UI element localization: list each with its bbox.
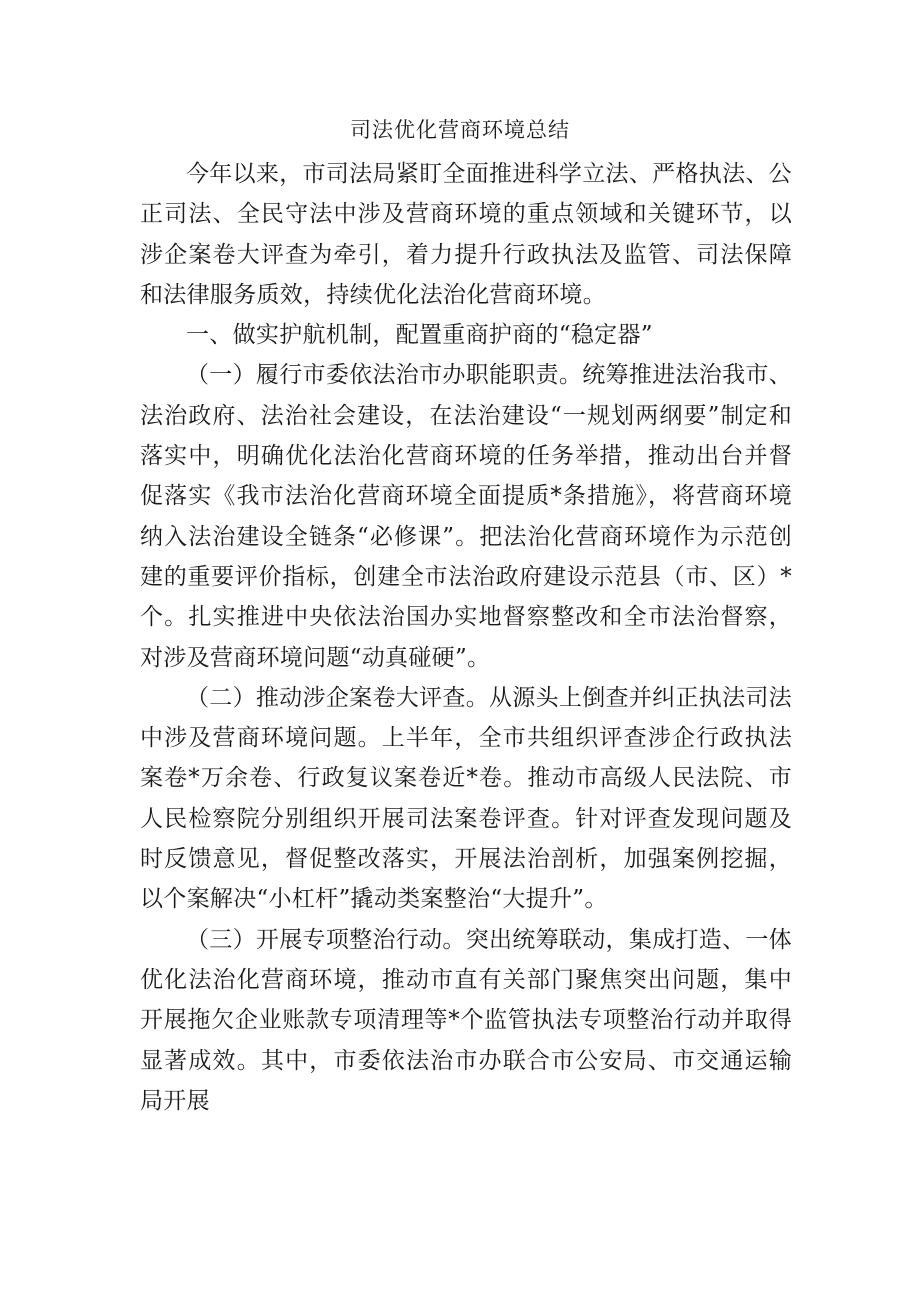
paragraph-item-3: （三）开展专项整治行动。突出统筹联动，集成打造、一体优化法治化营商环境，推动市直有关部门聚焦突出问题，集中开展拖欠企业账款专项清理等*个监管执法专项整治行动并取得显著成效。其中，市委依法治市办联合市公安局、市交通运输局开展: [140, 926, 792, 1114]
paragraph-intro: 今年以来，市司法局紧盯全面推进科学立法、严格执法、公正司法、全民守法中涉及营商环境的重点领域和关键环节，以涉企案卷大评查为牵引，着力提升行政执法及监管、司法保障和法律服务质效，持续优化法治化营商环境。: [140, 161, 792, 308]
paragraph-item-2: （二）推动涉企案卷大评查。从源头上倒查并纠正执法司法中涉及营商环境问题。上半年，全市共组织评查涉企行政执法案卷*万余卷、行政复议案卷近*卷。推动市高级人民法院、市人民检察院分别组织开展司法案卷评查。针对评查发现问题及时反馈意见，督促整改落实，开展法治剖析，加强案例挖掘，以个案解决“小杠杆”撬动类案整治“大提升”。: [140, 684, 792, 913]
section-heading-1: 一、做实护航机制，配置重商护商的“稳定器”: [186, 322, 653, 349]
document-body: [140, 154, 792, 1121]
paragraph-item-1: （一）履行市委依法治市办职能职责。统筹推进法治我市、法治政府、法治社会建设，在法治建设“一规划两纲要”制定和落实中，明确优化法治化营商环境的任务举措，推动出台并督促落实《我市法治化营商环境全面提质*条措施》，将营商环境纳入法治建设全链条“必修课”。把法治化营商环境作为示范创建的重要评价指标，创建全市法治政府建设示范县（市、区）*个。扎实推进中央依法治国办实地督察整改和全市法治督察，对涉及营商环境问题“动真碰硬”。: [140, 362, 792, 671]
document-title: 司法优化营商环境总结: [350, 118, 570, 142]
